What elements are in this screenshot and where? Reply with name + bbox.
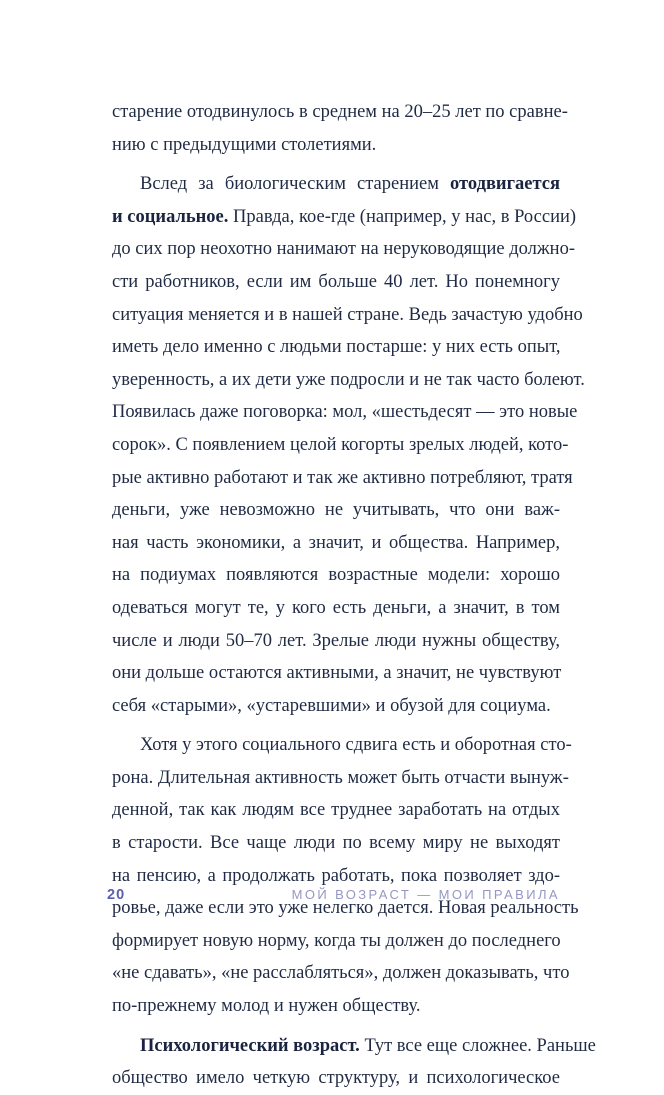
text-line: [112, 794, 560, 827]
text-line: [112, 729, 572, 762]
text-segment: уверенность, а их дети уже подросли и не так часто болеют.: [112, 369, 585, 390]
body-text: [112, 96, 596, 1095]
text-segment: на пенсию, а продолжать работать, пока позволяет здо-: [112, 865, 560, 886]
text-segment: числе и люди 50–70 лет. Зрелые люди нужны обществу,: [112, 630, 560, 651]
text-line: [112, 299, 583, 332]
text-line: [112, 233, 575, 266]
page-number: 20: [107, 887, 126, 903]
text-line: [112, 1062, 560, 1095]
text-segment: рона. Длительная активность может быть отчасти вынуж-: [112, 767, 569, 788]
page-footer: [107, 883, 560, 907]
text-segment: ситуация меняется и в нашей стране. Ведь зачастую удобно: [112, 304, 583, 325]
text-line: [112, 1030, 596, 1063]
bold-phrase: отодвигается: [450, 174, 560, 195]
text-segment: формирует новую норму, когда ты должен до последнего: [112, 930, 561, 951]
text-line: [112, 957, 570, 990]
text-line: [112, 168, 560, 201]
text-segment: сорок». С появлением целой когорты зрелых людей, кото-: [112, 434, 569, 455]
text-segment: Вслед за биологическим старением: [140, 174, 451, 195]
text-line: [112, 129, 560, 162]
text-line: [112, 827, 560, 860]
text-segment: одеваться могут те, у кого есть деньги, а значит, в том: [112, 597, 560, 618]
text-line: [112, 331, 560, 364]
bold-phrase: и социальное.: [112, 206, 229, 227]
text-segment: нию с предыдущими столетиями.: [112, 134, 377, 155]
text-segment: денной, так как людям все труднее заработать на отдых: [112, 800, 560, 821]
text-line: [112, 462, 573, 495]
text-line: [112, 429, 569, 462]
text-line: [112, 364, 585, 397]
text-segment: по-прежнему молод и нужен обществу.: [112, 996, 421, 1017]
text-segment: Хотя у этого социального сдвига есть и оборотная сто-: [140, 735, 572, 756]
text-line: [112, 990, 560, 1023]
text-line: [112, 527, 560, 560]
text-segment: старение отодвинулось в среднем на 20–25 лет по сравне-: [112, 102, 568, 122]
text-segment: сти работников, если им больше 40 лет. Но понемногу: [112, 271, 560, 292]
text-line: [112, 762, 569, 795]
text-segment: до сих пор неохотно нанимают на неруководящие должно-: [112, 239, 575, 260]
text-segment: Тут все еще сложнее. Раньше: [359, 1035, 596, 1056]
text-segment: деньги, уже невозможно не учитывать, что они важ-: [112, 500, 560, 521]
text-segment: ровье, даже если это уже нелегко дается. Новая реальность: [112, 898, 579, 919]
text-line: [112, 201, 577, 234]
text-segment: иметь дело именно с людьми постарше: у них есть опыт,: [112, 337, 561, 358]
text-segment: в старости. Все чаще люди по всему миру не выходят: [112, 833, 560, 854]
text-line: [112, 592, 560, 625]
running-title: МОЙ ВОЗРАСТ — МОИ ПРАВИЛА: [291, 887, 560, 902]
text-line: [112, 266, 560, 299]
text-line: [112, 657, 560, 690]
text-segment: себя «старыми», «устаревшими» и обузой для социума.: [112, 695, 551, 716]
text-segment: ная часть экономики, а значит, и общества. Например,: [112, 532, 560, 553]
text-segment: рые активно работают и так же активно потребляют, тратя: [112, 467, 573, 488]
text-line: [112, 396, 578, 429]
text-line: [112, 690, 560, 723]
text-line: [112, 625, 560, 658]
text-line: [112, 96, 568, 129]
text-segment: «не сдавать», «не расслабляться», должен доказывать, что: [112, 963, 570, 984]
text-line: [112, 925, 560, 958]
text-segment: общество имело четкую структуру, и психологическое: [112, 1068, 560, 1089]
text-segment: Появилась даже поговорка: мол, «шестьдесят — это новые: [112, 402, 578, 423]
text-segment: на подиумах появляются возрастные модели: хорошо: [112, 565, 560, 586]
bold-phrase: Психологический возраст.: [140, 1035, 360, 1056]
text-segment: Правда, кое-где (например, у нас, в России): [228, 206, 577, 227]
text-line: [112, 494, 560, 527]
text-segment: они дольше остаются активными, а значит, не чувствуют: [112, 663, 562, 684]
text-line: [112, 559, 560, 592]
